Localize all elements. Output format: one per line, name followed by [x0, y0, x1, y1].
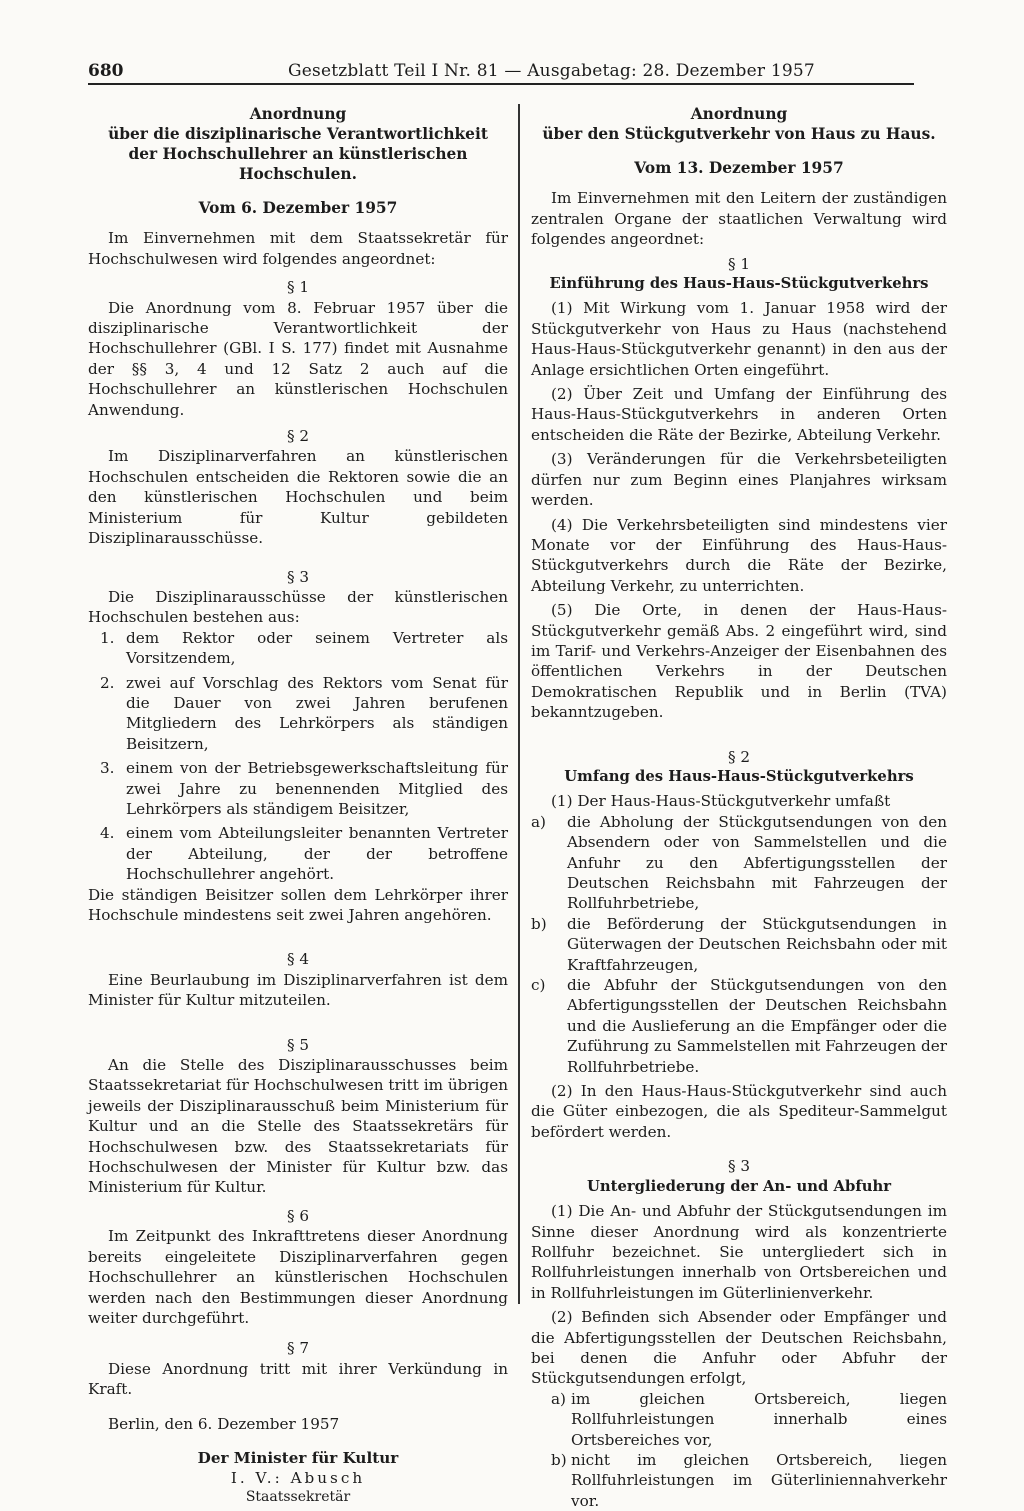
list-item: a) im gleichen Ortsbereich, liegen Rollfuhrleistungen innerhalb eines Ortsbereiches vor,: [551, 1389, 947, 1449]
right-title-1: Anordnung: [690, 105, 788, 123]
left-section-1: § 1: [286, 278, 310, 297]
list-item: 4. einem vom Abteilungsleiter benannten Vertreter der Abteilung, der der betroffene Hochschullehrer angehört.: [100, 824, 508, 884]
left-title-3: der Hochschullehrer an künstlerischen Hochschulen.: [128, 145, 468, 183]
right-s1-p1: (1) Mit Wirkung vom 1. Januar 1958 wird der Stückgutverkehr von Haus zu Haus (nachstehend Haus-Haus-Stückgutverkehr genannt) in den aus der Anlage ersichtlichen Orten eingeführt.: [531, 299, 947, 379]
right-section-2-heading: Umfang des Haus-Haus-Stückgutverkehrs: [564, 767, 914, 785]
list-item: 3. einem von der Betriebsgewerkschaftsleitung für zwei Jahre zu benennenden Mitglied des Lehrkörpers als ständigem Beisitzer,: [100, 759, 508, 818]
left-section-6-text: Im Zeitpunkt des Inkrafttretens dieser Anordnung bereits eingeleitete Disziplinarverfahren gegen Hochschullehrer an künstlerischen Hochschulen werden nach den Bestimmungen dieser Anordnung weiter durchgeführt.: [88, 1227, 508, 1327]
right-s1-p2: (2) Über Zeit und Umfang der Einführung des Haus-Haus-Stückgutverkehrs in anderen Orten entscheiden die Räte der Bezirke, Abteilung Verkehr.: [531, 385, 947, 444]
right-title-2: über den Stückgutverkehr von Haus zu Haus.: [542, 125, 936, 143]
left-section-2: § 2: [286, 427, 310, 446]
left-section-4: § 4: [286, 950, 310, 969]
left-title-2: über die disziplinarische Verantwortlichkeit: [108, 125, 488, 143]
left-date: Vom 6. Dezember 1957: [198, 199, 398, 217]
place-date: Berlin, den 6. Dezember 1957: [108, 1414, 340, 1433]
left-section-3-close: Die ständigen Beisitzer sollen dem Lehrkörper ihrer Hochschule mindestens seit zwei Jahren angehören.: [88, 885, 508, 924]
right-section-1: § 1: [727, 254, 751, 273]
right-section-3-heading: Untergliederung der An- und Abfuhr: [586, 1177, 892, 1195]
left-column: [88, 104, 508, 1505]
right-s3-p2: (2) Befinden sich Absender oder Empfänger und die Abfertigungsstellen der Deutschen Reichsbahn, bei denen die Anfuhr oder Abfuhr der Stückgutsendungen erfolgt,: [531, 1308, 947, 1388]
right-intro: Im Einvernehmen mit den Leitern der zuständigen zentralen Organe der staatlichen Verwaltung wird folgendes angeordnet:: [531, 189, 947, 249]
left-section-3: § 3: [286, 567, 310, 586]
right-s3-p1: (1) Die An- und Abfuhr der Stückgutsendungen im Sinne dieser Anordnung wird als konzentrierte Rollfuhr bezeichnet. Sie untergliedert sich in Rollfuhrleistungen innerhalb von Ortsbereichen und in Rollfuhrleistungen im Güterlinienverkehr.: [531, 1202, 947, 1302]
left-section-2-text: Im Disziplinarverfahren an künstlerischen Hochschulen entscheiden die Rektoren sowie die an den künstlerischen Hochschulen und beim Ministerium für Kultur gebildeten Disziplinarausschüsse.: [88, 447, 508, 548]
signer-name: I. V.: Abusch: [230, 1469, 366, 1488]
right-section-3-list: [531, 1389, 947, 1511]
list-item: c) die Abfuhr der Stückgutsendungen von den Abfertigungsstellen der Deutschen Reichsbahn und die Auslieferung an die Empfänger oder die Zuführung zu Sammelstellen mit Fahrzeugen der Rollfuhrbetriebe.: [531, 976, 947, 1076]
left-section-5: § 5: [286, 1035, 310, 1054]
header-rule: [88, 83, 914, 85]
right-date: Vom 13. Dezember 1957: [634, 159, 844, 177]
column-divider: [518, 104, 520, 1304]
list-item: 1. dem Rektor oder seinem Vertreter als Vorsitzendem,: [100, 628, 508, 668]
signer-title: Staatssekretär: [245, 1488, 351, 1505]
left-intro: Im Einvernehmen mit dem Staatssekretär für Hochschulwesen wird folgendes angeordnet:: [88, 229, 508, 268]
signer-org: Der Minister für Kultur: [197, 1448, 399, 1467]
page-number: 680: [88, 61, 124, 81]
right-section-1-heading: Einführung des Haus-Haus-Stückgutverkehrs: [549, 275, 929, 293]
right-section-2-list: [531, 812, 947, 1077]
right-s1-p5: (5) Die Orte, in denen der Haus-Haus-Stückgutverkehr gemäß Abs. 2 eingeführt wird, sind im Tarif- und Verkehrs-Anzeiger der Eisenbahnen des öffentlichen Verkehrs in der Deutschen Demokratischen Republik und in Berlin (TVA) bekanntzugeben.: [531, 601, 947, 722]
right-section-3: § 3: [727, 1157, 751, 1176]
left-title-1: Anordnung: [249, 105, 347, 123]
left-section-3-list: [88, 628, 508, 885]
left-section-5-text: An die Stelle des Disziplinarausschusses beim Staatssekretariat für Hochschulwesen tritt im übrigen jeweils der Disziplinarausschuß beim Ministerium für Kultur und an die Stelle des Staatssekretärs für Hochschulwesen bzw. des Staatssekretariats für Hochschulwesen der Minister für Kultur bzw. das Ministerium für Kultur.: [88, 1056, 508, 1197]
right-s2-p2: (2) In den Haus-Haus-Stückgutverkehr sind auch die Güter einbezogen, die als Spediteur-Sammelgut befördert werden.: [531, 1082, 947, 1141]
list-item: b) die Beförderung der Stückgutsendungen in Güterwagen der Deutschen Reichsbahn oder mit Kraftfahrzeugen,: [531, 914, 947, 974]
list-item: 2. zwei auf Vorschlag des Rektors vom Senat für die Dauer von zwei Jahren berufenen Mitgliedern des Lehrkörpers als ständigen Beisitzern,: [100, 673, 508, 753]
left-section-7: § 7: [286, 1339, 310, 1358]
left-section-6: § 6: [286, 1206, 310, 1225]
right-s2-p1: (1) Der Haus-Haus-Stückgutverkehr umfaßt: [551, 792, 891, 811]
left-section-7-text: Diese Anordnung tritt mit ihrer Verkündung in Kraft.: [88, 1359, 508, 1399]
right-section-2: § 2: [727, 747, 751, 766]
left-section-1-text: Die Anordnung vom 8. Februar 1957 über die disziplinarische Verantwortlichkeit der Hochschullehrer (GBl. I S. 177) findet mit Ausnahme der §§ 3, 4 und 12 Satz 2 auch auf die Hochschullehrer an künstlerischen Hochschulen Anwendung.: [88, 298, 508, 419]
right-column: [531, 104, 947, 1511]
list-item: b) nicht im gleichen Ortsbereich, liegen Rollfuhrleistungen im Güterliniennahverkehr vor.: [551, 1450, 947, 1510]
left-section-3-text: Die Disziplinarausschüsse der künstlerischen Hochschulen bestehen aus:: [88, 587, 508, 627]
running-head: Gesetzblatt Teil I Nr. 81 — Ausgabetag: 28. Dezember 1957: [288, 61, 815, 81]
right-s1-p3: (3) Veränderungen für die Verkehrsbeteiligten dürfen nur zum Beginn eines Planjahres wirksam werden.: [531, 450, 947, 510]
right-s1-p4: (4) Die Verkehrsbeteiligten sind mindestens vier Monate vor der Einführung des Haus-Haus-Stückgutverkehrs durch die Räte der Bezirke, Abteilung Verkehr, zu unterrichten.: [531, 515, 947, 595]
left-section-4-text: Eine Beurlaubung im Disziplinarverfahren ist dem Minister für Kultur mitzuteilen.: [88, 970, 508, 1010]
list-item: a) die Abholung der Stückgutsendungen von den Absendern oder von Sammelstellen und die Anfuhr zu den Abfertigungsstellen der Deutschen Reichsbahn mit Fahrzeugen der Rollfuhrbetriebe,: [531, 812, 947, 913]
